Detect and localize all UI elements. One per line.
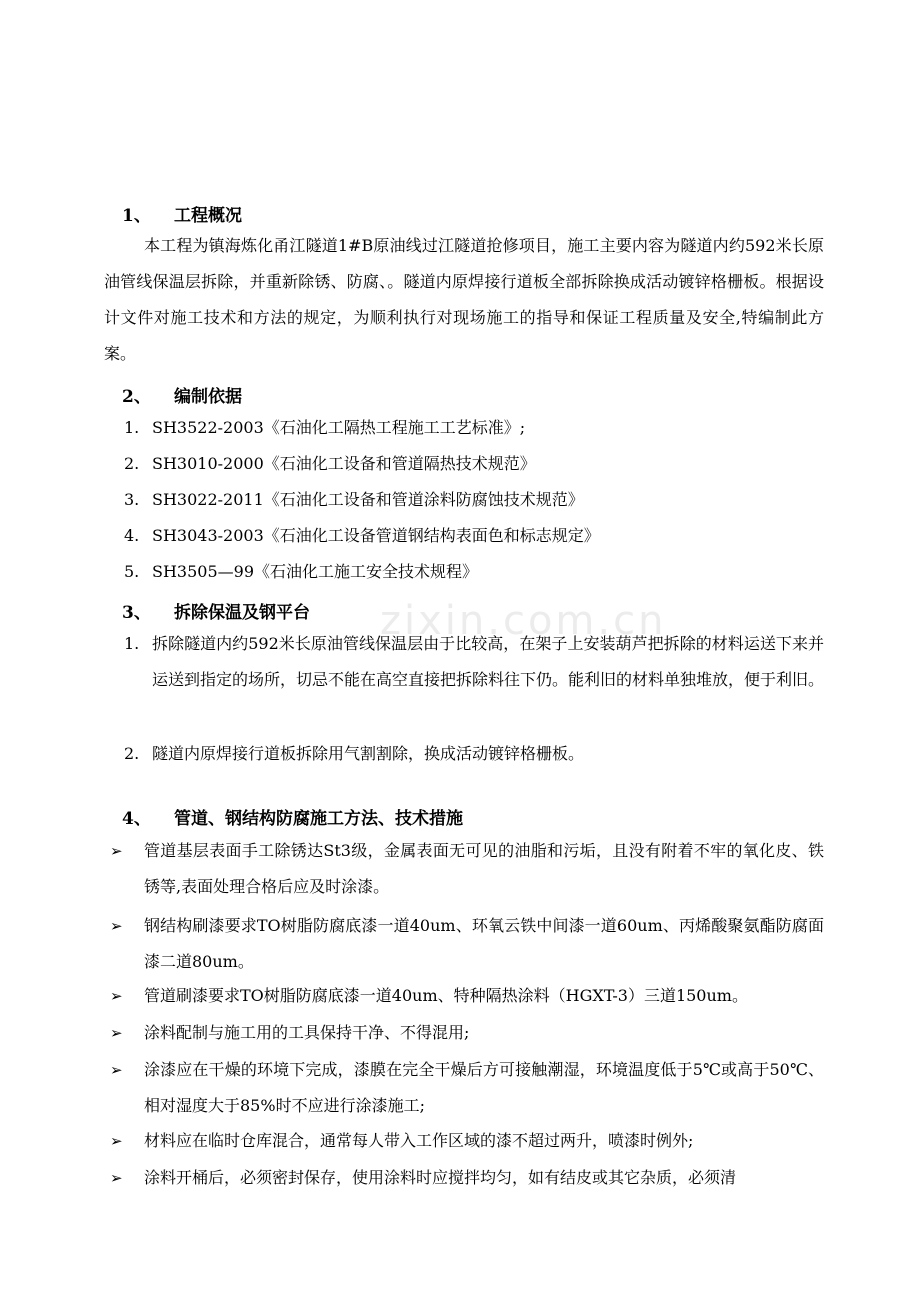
bullet-text: 涂料配制与施工用的工具保持干净、不得混用; xyxy=(144,1023,470,1042)
item-text: 拆除隧道内约592米长原油管线保温层由于比较高，在架子上安装葫芦把拆除的材料运送下来并运送到指定的场所，切忌不能在高空直接把拆除料往下仍。能利旧的材料单独堆放，便于利旧。 xyxy=(152,634,825,689)
section-title: 拆除保温及钢平台 xyxy=(174,603,310,623)
section-title: 管道、钢结构防腐施工方法、技术措施 xyxy=(174,809,463,829)
list-item xyxy=(124,482,824,518)
bullet-item xyxy=(110,978,824,1014)
section-number: 1、 xyxy=(122,206,151,226)
item-text: SH3010-2000《石油化工设备和管道隔热技术规范》 xyxy=(152,454,536,473)
bullet-text: 涂漆应在干燥的环境下完成，漆膜在完全干燥后方可接触潮湿，环境温度低于5℃或高于50℃、相对湿度大于85%时不应进行涂漆施工; xyxy=(144,1060,824,1115)
bullet-item xyxy=(110,833,824,905)
section-number: 3、 xyxy=(122,603,151,623)
item-marker: 1. xyxy=(124,634,140,653)
section-1-paragraph: 本工程为镇海炼化甬江隧道1#B原油线过江隧道抢修项目，施工主要内容为隧道内约592米长原油管线保温层拆除，并重新除锈、防腐、。隧道内原焊接行道板全部拆除换成活动镀锌格栅板。根据设计文件对施工技术和方法的规定，为顺利执行对现场施工的指导和保证工程质量及安全,特编制此方案。 xyxy=(104,236,824,363)
bullet-text: 涂料开桶后，必须密封保存，使用涂料时应搅拌均匀，如有结皮或其它杂质，必须清 xyxy=(144,1168,737,1187)
item-text: SH3522-2003《石油化工隔热工程施工工艺标准》; xyxy=(152,418,526,437)
section-4-heading xyxy=(122,804,463,829)
arrow-bullet-icon: ➢ xyxy=(110,917,123,935)
section-2-heading xyxy=(122,382,242,407)
list-item xyxy=(124,736,824,772)
item-marker: 4. xyxy=(124,526,140,545)
arrow-bullet-icon: ➢ xyxy=(110,842,123,860)
arrow-bullet-icon: ➢ xyxy=(110,987,123,1005)
bullet-item xyxy=(110,908,824,980)
bullet-text: 钢结构刷漆要求TO树脂防腐底漆一道40um、环氧云铁中间漆一道60um、丙烯酸聚氨酯防腐面漆二道80um。 xyxy=(144,916,824,971)
item-marker: 5. xyxy=(124,562,140,581)
item-text: SH3505—99《石油化工施工安全技术规程》 xyxy=(152,562,478,581)
section-1-heading xyxy=(122,201,242,226)
item-marker: 2. xyxy=(124,454,140,473)
bullet-item xyxy=(110,1123,824,1159)
item-text: SH3043-2003《石油化工设备管道钢结构表面色和标志规定》 xyxy=(152,526,600,545)
item-marker: 1. xyxy=(124,418,140,437)
bullet-item xyxy=(110,1052,824,1124)
item-text: 隧道内原焊接行道板拆除用气割割除，换成活动镀锌格栅板。 xyxy=(152,744,585,763)
list-item xyxy=(124,446,824,482)
item-marker: 2. xyxy=(124,744,140,763)
bullet-item xyxy=(110,1160,824,1196)
list-item xyxy=(124,554,824,590)
bullet-text: 管道基层表面手工除锈达St3级，金属表面无可见的油脂和污垢，且没有附着不牢的氧化皮、铁锈等,表面处理合格后应及时涂漆。 xyxy=(144,841,824,896)
watermark: zixin.com.cn xyxy=(380,598,667,644)
arrow-bullet-icon: ➢ xyxy=(110,1024,123,1042)
item-marker: 3. xyxy=(124,490,140,509)
list-item xyxy=(124,626,824,698)
list-item xyxy=(124,518,824,554)
arrow-bullet-icon: ➢ xyxy=(110,1169,123,1187)
section-title: 工程概况 xyxy=(174,206,242,226)
bullet-text: 管道刷漆要求TO树脂防腐底漆一道40um、特种隔热涂料（HGXT-3）三道150um。 xyxy=(144,986,748,1005)
bullet-text: 材料应在临时仓库混合，通常每人带入工作区域的漆不超过两升，喷漆时例外; xyxy=(144,1131,694,1150)
bullet-item xyxy=(110,1015,824,1051)
section-number: 2、 xyxy=(122,387,151,407)
arrow-bullet-icon: ➢ xyxy=(110,1132,123,1150)
section-3-heading xyxy=(122,598,310,623)
arrow-bullet-icon: ➢ xyxy=(110,1061,123,1079)
item-text: SH3022-2011《石油化工设备和管道涂料防腐蚀技术规范》 xyxy=(152,490,584,509)
list-item xyxy=(124,410,824,446)
section-number: 4、 xyxy=(122,809,151,829)
section-title: 编制依据 xyxy=(174,387,242,407)
